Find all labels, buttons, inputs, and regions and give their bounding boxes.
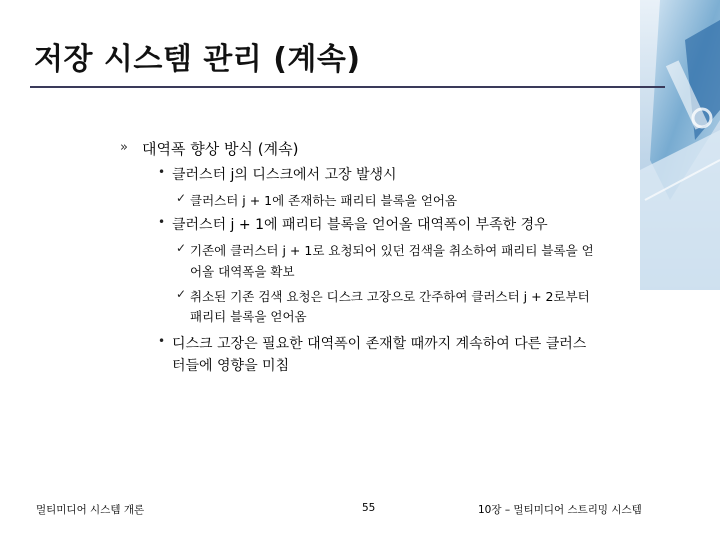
- checkmark-icon: ✓: [176, 241, 187, 255]
- bullet-icon: •: [158, 215, 166, 229]
- bullet-icon: •: [158, 334, 166, 348]
- level1-marker-icon: »: [120, 140, 128, 155]
- sub-item-2-2-line1: 취소된 기존 검색 요청은 디스크 고장으로 간주하여 클러스터 j + 2로부터: [190, 289, 590, 304]
- sub-item-2-2-line2: 패리티 블록을 얻어옴: [190, 309, 307, 324]
- sub-item-2-1-line1: 기존에 클러스터 j + 1로 요청되어 있던 검색을 취소하여 패리티 블록을 얻: [190, 243, 594, 258]
- checkmark-icon: ✓: [176, 287, 187, 301]
- sub-item-2-1-line2: 어올 대역폭을 확보: [190, 264, 295, 279]
- footer-page-number: 55: [362, 502, 376, 514]
- bullet-text-3-line2: 터들에 영향을 미침: [172, 358, 290, 374]
- bullet-text-1: 클러스터 j의 디스크에서 고장 발생시: [172, 167, 397, 183]
- sub-item-1-1: 클러스터 j + 1에 존재하는 패리티 블록을 얻어옴: [190, 193, 458, 208]
- checkmark-icon: ✓: [176, 191, 187, 205]
- bullet-text-2: 클러스터 j + 1에 패리티 블록을 얻어올 대역폭이 부족한 경우: [172, 217, 548, 233]
- slide-title: 저장 시스템 관리 (계속): [34, 42, 361, 77]
- bullet-icon: •: [158, 165, 166, 179]
- footer-chapter-title: 10장 – 멀티미디어 스트리밍 시스템: [478, 504, 642, 516]
- footer-course-title: 멀티미디어 시스템 개론: [36, 504, 145, 516]
- bullet-text-3-line1: 디스크 고장은 필요한 대역폭이 존재할 때까지 계속하여 다른 클러스: [172, 336, 587, 352]
- level1-heading: 대역폭 향상 방식 (계속): [142, 140, 299, 158]
